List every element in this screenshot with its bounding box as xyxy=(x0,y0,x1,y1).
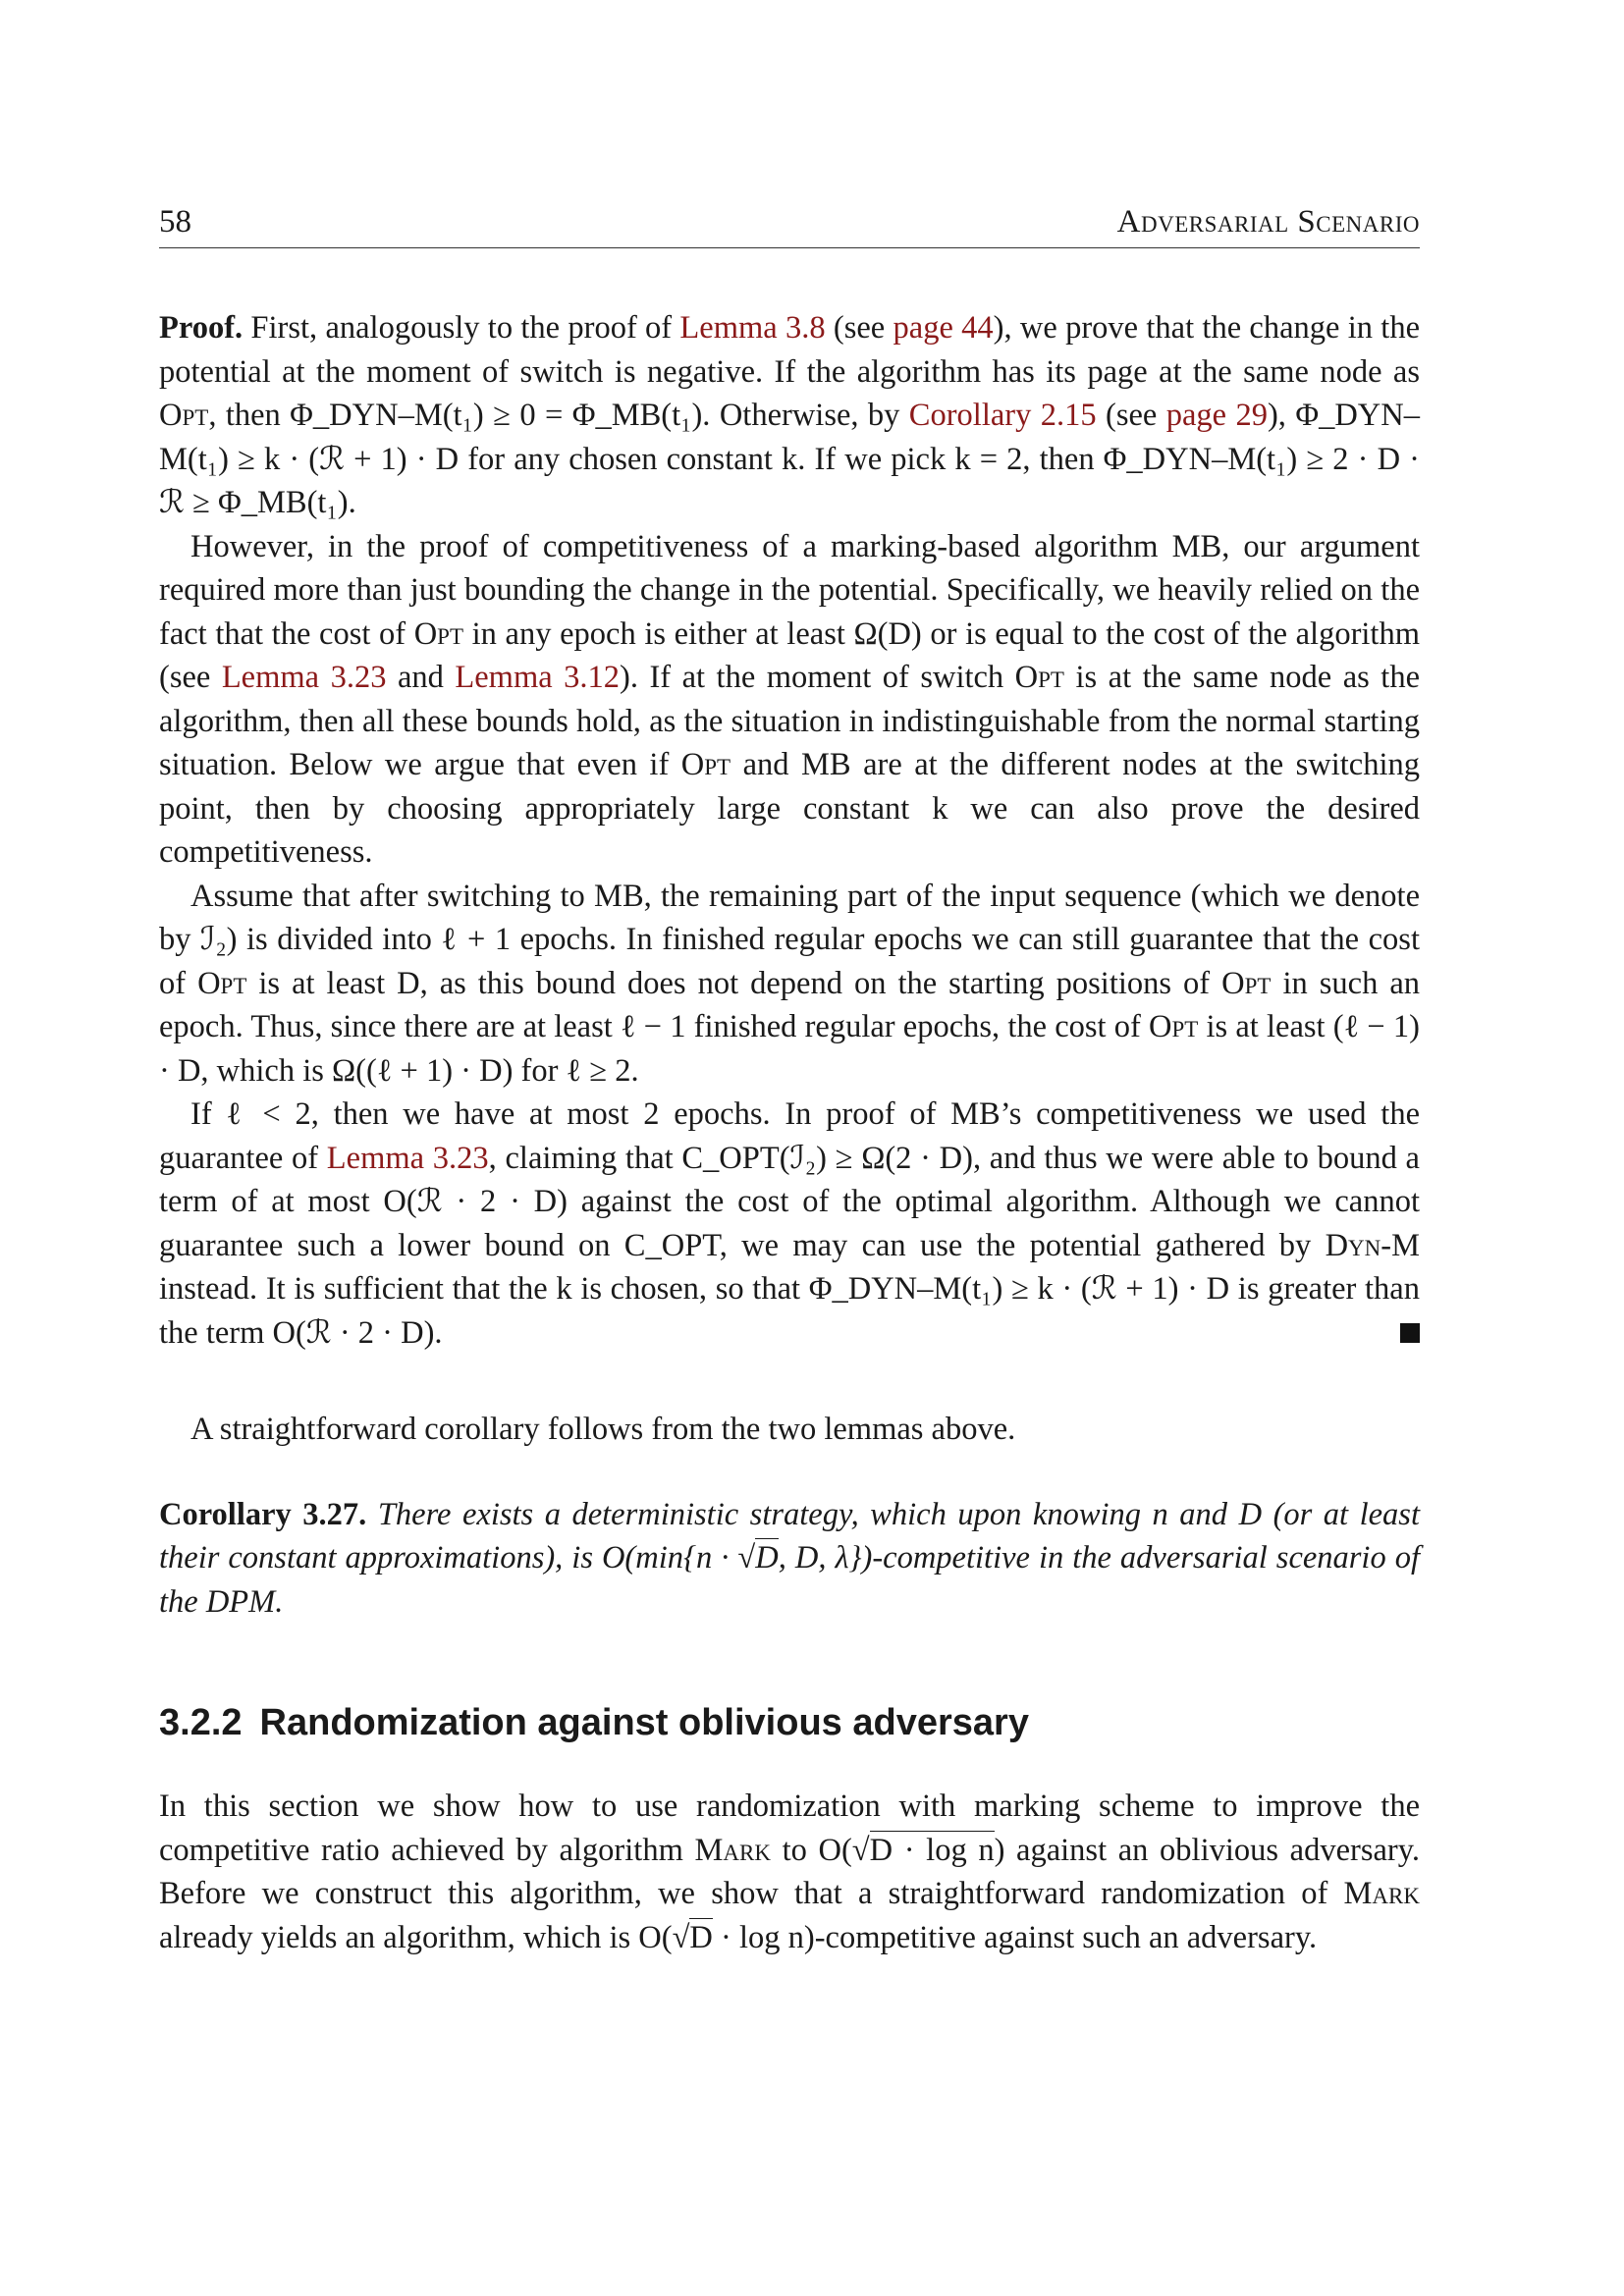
text-run: , then Φ_DYN–M(t₁) ≥ 0 = Φ_MB(t₁). Otherwise, by xyxy=(208,398,909,433)
page-header xyxy=(159,204,1420,248)
text-run: Assume that after switching to MB, the remaining part of the input sequence (which we denote by ℐ₂) is divided into ℓ + 1 epochs. In finished regular epochs we can still guarantee that the cost of xyxy=(159,878,1420,1001)
opt-term: Opt xyxy=(1014,660,1064,695)
text-run: is at least D, as this bound does not depend on the starting positions of xyxy=(246,965,1222,1001)
opt-term: Opt xyxy=(680,747,731,782)
section-title: Randomization against oblivious adversary xyxy=(259,1702,1029,1743)
dyn-term: Dyn xyxy=(1325,1227,1381,1263)
text-run: ), Φ_DYN–M(t₁) ≥ k · (ℛ + 1) · D for any chosen constant k. If we pick k = 2, then Φ_DYN–M(t₁) ≥ 2 · D · ℛ ≥ Φ_MB(t₁). xyxy=(159,398,1420,520)
corollary-intro: A straightforward corollary follows from the two lemmas above. xyxy=(190,1412,1016,1447)
text-run: already yields an algorithm, which is O(√ xyxy=(159,1919,690,1955)
corollary-3-27 xyxy=(159,1493,1420,1625)
text-run: , claiming that C_OPT(ℐ₂) ≥ Ω(2 · D), and thus we were able to bound a term of at most O(ℛ · 2 · D) against the cost of the optimal algorithm. Although we cannot guarantee such a lower bound on C_OPT, we may can use the potential gathered by xyxy=(159,1140,1420,1263)
running-title: Adversarial Scenario xyxy=(1116,204,1420,240)
sqrt-argument: D xyxy=(755,1540,779,1575)
opt-term: Opt xyxy=(197,965,247,1001)
text-run: ), we prove that the change in the potential at the moment of switch is negative. If the algorithm has its page at the same node as xyxy=(159,310,1420,390)
text-run: However, in the proof of competitiveness of a marking-based algorithm MB, our argument required more than just bounding the change in the potential. Specifically, we heavily relied on the fact that the cost of xyxy=(159,528,1420,652)
text-run: and xyxy=(386,660,456,695)
text-run: in such an epoch. Thus, since there are at least ℓ − 1 finished regular epochs, the cost of xyxy=(159,965,1420,1044)
opt-term: Opt xyxy=(1221,965,1272,1001)
text-run: First, analogously to the proof of xyxy=(243,310,680,346)
corollary-2-15-link[interactable]: Corollary 2.15 xyxy=(908,398,1097,433)
proof-paragraph-1 xyxy=(159,306,1420,525)
sqrt-argument: D · log n xyxy=(869,1832,995,1868)
qed-square-icon xyxy=(1400,1323,1420,1343)
text-run: and MB are at the different nodes at the switching point, then by choosing appropriately large constant k we can also prove the desired competitiveness. xyxy=(159,747,1420,870)
text-run: There exists a deterministic strategy, which upon knowing n and D (or at least their constant approximations), is O(min{n · √ xyxy=(159,1496,1420,1575)
mark-term: Mark xyxy=(1343,1876,1420,1911)
opt-term: Opt xyxy=(159,398,209,433)
section-number: 3.2.2 xyxy=(159,1702,243,1743)
text-run: to O(√ xyxy=(770,1832,870,1868)
proof-paragraph-3 xyxy=(159,875,1420,1094)
proof-label: Proof. xyxy=(159,310,244,346)
opt-term: Opt xyxy=(1149,1009,1199,1044)
corollary-label: Corollary 3.27. xyxy=(159,1496,367,1532)
page-29-link[interactable]: page 29 xyxy=(1165,398,1268,433)
page-44-link[interactable]: page 44 xyxy=(893,310,994,346)
proof-paragraph-4 xyxy=(159,1093,1420,1355)
text-run: (see xyxy=(825,310,893,346)
text-run: in any epoch is either at least Ω(D) or is equal to the cost of the algorithm (see xyxy=(159,615,1420,695)
lemma-3-23-link[interactable]: Lemma 3.23 xyxy=(221,660,387,695)
text-run: ). If at the moment of switch xyxy=(620,660,1015,695)
text-run: (see xyxy=(1096,398,1166,433)
sqrt-argument: D xyxy=(689,1919,713,1955)
lemma-3-12-link[interactable]: Lemma 3.12 xyxy=(455,660,621,695)
page-body xyxy=(159,306,1420,1959)
text-run: · log n)-competitive against such an adversary. xyxy=(712,1919,1318,1955)
mark-term: Mark xyxy=(694,1832,771,1868)
text-run: is at the same node as the algorithm, then all these bounds hold, as the situation in indistinguishable from the normal starting situation. Below we argue that even if xyxy=(159,660,1420,782)
text-run: , D, λ})-competitive in the adversarial scenario of the DPM. xyxy=(159,1540,1420,1620)
text-run: In this section we show how to use randomization with marking scheme to improve the competitive ratio achieved by algorithm xyxy=(159,1789,1420,1868)
page-number: 58 xyxy=(159,204,191,240)
text-run: If ℓ < 2, then we have at most 2 epochs. In proof of MB’s competitiveness we used the guarantee of xyxy=(159,1096,1420,1176)
lemma-3-8-link[interactable]: Lemma 3.8 xyxy=(679,310,826,346)
opt-term: Opt xyxy=(413,615,464,652)
section-paragraph xyxy=(159,1785,1420,1959)
section-heading xyxy=(159,1700,1420,1745)
text-run: ) against an oblivious adversary. Before we construct this algorithm, we show that a straightforward randomization of xyxy=(159,1832,1420,1911)
lemma-3-23-link[interactable]: Lemma 3.23 xyxy=(326,1140,489,1176)
text-run: is at least (ℓ − 1) · D, which is Ω((ℓ + 1) · D) for ℓ ≥ 2. xyxy=(159,1009,1421,1089)
text-run: -M instead. It is sufficient that the k is chosen, so that Φ_DYN–M(t₁) ≥ k · (ℛ + 1) · D is greater than the term O(ℛ · 2 · D). xyxy=(159,1227,1420,1351)
proof-paragraph-2 xyxy=(159,525,1420,875)
